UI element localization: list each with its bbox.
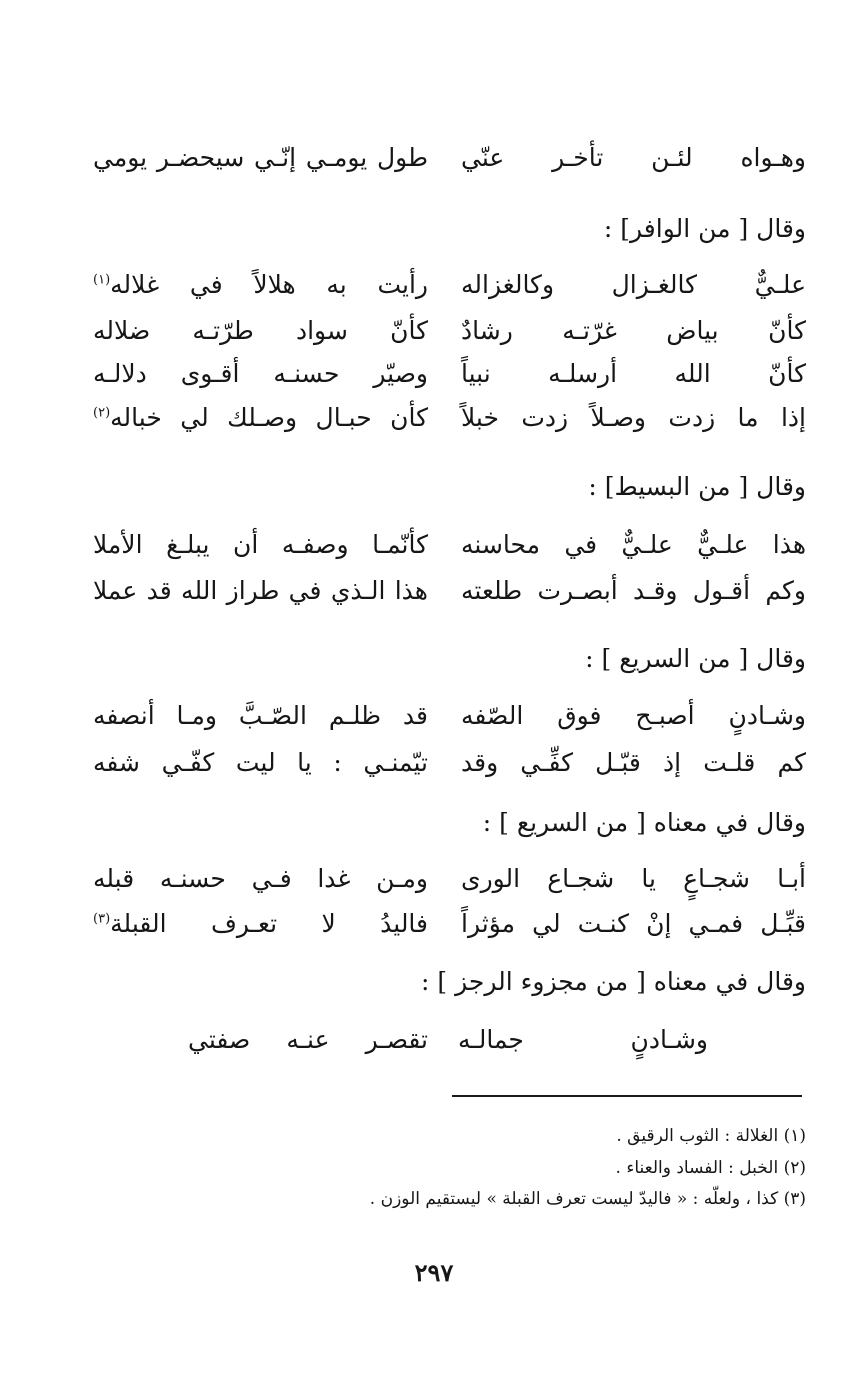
footnote-divider [452,1095,802,1097]
verse-hemistich-left: تقصـر عنـه صفتي [188,1025,428,1054]
verse-hemistich-right: أبـا شجـاعٍ يا شجـاع الورى [461,864,806,893]
footnote-marker: (١) [93,272,111,288]
footnote-marker: (٣) [93,911,111,927]
verse-hemistich-left: كأنّمـا وصفـه أن يبلـغ الأملا [93,530,428,559]
verse-hemistich-left: تيّمنـي : يا ليت كفّـي شفه [93,748,428,777]
poem-heading: وقال في معناه [ من السريع ] : [482,808,806,837]
verse-hemistich-left: قد ظلـم الصّـبَّ ومـا أنصفه [93,701,428,730]
verse-hemistich-left: ومـن غدا فـي حسنـه قبله [93,864,428,893]
poem-heading: وقال [ من البسيط] : [588,472,806,501]
page-number: ٢٩٧ [414,1258,454,1287]
verse-hemistich-right: وهـواه لئـن تأخـر عنّي [461,143,806,172]
verse-hemistich-left: هذا الـذي في طراز الله قد عملا [93,576,428,605]
verse-hemistich-right: كأنّ بياض غرّتـه رشادٌ [461,316,806,345]
verse-hemistich-left: طول يومـي إنّـي سيحضـر يومي [93,143,428,172]
verse-hemistich-right: هذا علـيٌّ علـيٌّ في محاسنه [461,530,806,559]
verse-hemistich-right: إذا ما زدت وصـلاً زدت خبلاً [461,403,806,432]
verse-hemistich-right: قبِّـل فمـي إنْ كنـت لي مؤثراً [461,909,806,938]
verse-hemistich-right: وشـادنٍ جمالـه [458,1025,708,1054]
verse-hemistich-left: كأن حبـال وصـلك لي خباله$^{(٢)}$ [93,403,428,432]
footnote-marker: (٢) [93,405,111,421]
verse-hemistich-left: وصيّر حسنـه أقـوى دلالـه [93,359,428,388]
footnote: (٢) الخبل : الفساد والعناء . [615,1158,806,1178]
poem-heading: وقال في معناه [ من مجزوء الرجز ] : [421,967,806,996]
verse-hemistich-right: كأنّ الله أرسلـه نبياً [461,359,806,388]
verse-hemistich-left: فاليدُ لا تعـرف القبلة$^{(٣)}$ [93,909,428,938]
poem-heading: وقال [ من الوافر] : [603,214,806,243]
footnote: (١) الغلالة : الثوب الرقيق . [616,1126,806,1146]
verse-hemistich-right: وشـادنٍ أصبـح فوق الصّفه [461,701,806,730]
verse-hemistich-right: وكم أقـول وقـد أبصـرت طلعته [461,576,806,605]
poem-heading: وقال [ من السريع ] : [585,644,806,673]
verse-hemistich-right: كم قلـت إذ قبّـل كفِّـي وقد [461,748,806,777]
verse-hemistich-left: رأيت به هلالاً في غلاله$^{(١)}$ [93,270,428,299]
verse-hemistich-right: علـيٌّ كالغـزال وكالغزاله [461,270,806,299]
verse-hemistich-left: كأنّ سواد طرّتـه ضلاله [93,316,428,345]
footnote: (٣) كذا ، ولعلّه : « فاليدّ ليست تعرف القبلة » ليستقيم الوزن . [369,1189,806,1209]
